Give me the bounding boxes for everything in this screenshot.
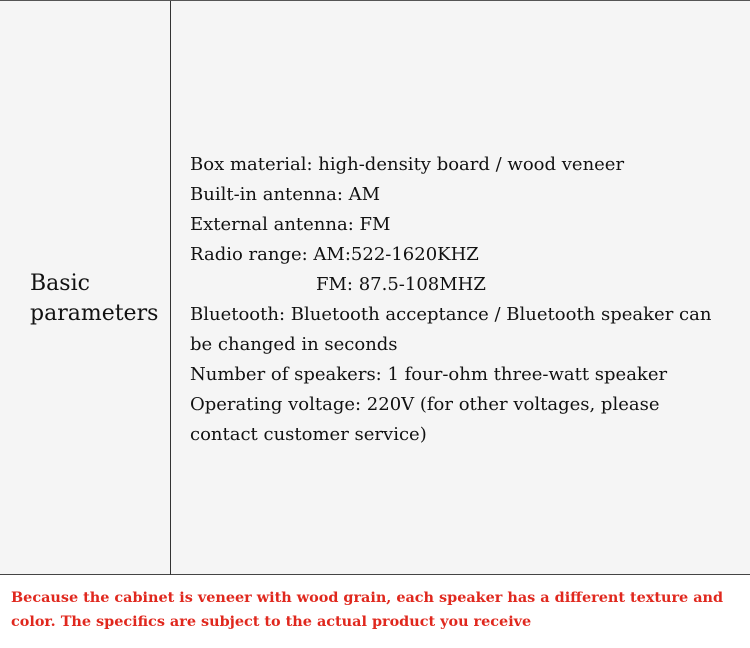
spec-external-antenna: External antenna: FM	[190, 214, 391, 235]
section-label-line2: parameters	[30, 301, 159, 326]
section-label	[30, 269, 158, 329]
texture-notice: Because the cabinet is veneer with wood grain, each speaker has a different texture and color. The specifics are subject to the actual product you receive	[11, 589, 724, 630]
spec-bluetooth-line2: be changed in seconds	[190, 334, 398, 355]
column-divider	[170, 1, 171, 575]
section-label-line1: Basic	[30, 271, 90, 296]
spec-list	[190, 150, 735, 450]
spec-radio-range-fm: FM: 87.5-108MHZ	[316, 274, 486, 295]
spec-box-material: Box material: high-density board / wood veneer	[190, 154, 625, 175]
spec-bluetooth-line1: Bluetooth: Bluetooth acceptance / Bluetooth speaker can	[190, 304, 712, 325]
spec-voltage-line1: Operating voltage: 220V (for other voltages, please	[190, 394, 660, 415]
spec-speakers: Number of speakers: 1 four-ohm three-watt speaker	[190, 364, 668, 385]
spec-radio-range-am: Radio range: AM:522-1620KHZ	[190, 244, 479, 265]
spec-builtin-antenna: Built-in antenna: AM	[190, 184, 381, 205]
spec-voltage-line2: contact customer service)	[190, 424, 427, 445]
